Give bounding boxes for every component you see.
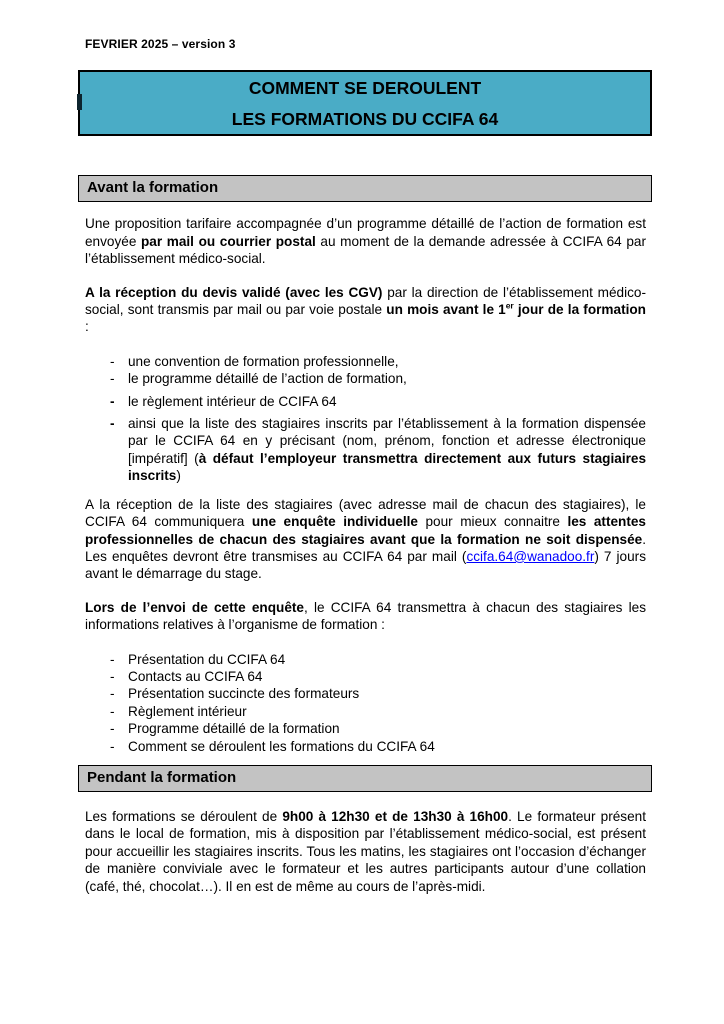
text-segment: jour de la formation <box>513 302 646 318</box>
paragraph-reception-devis <box>85 284 646 336</box>
bullet-list-informations-organisme <box>85 651 646 755</box>
email-link[interactable]: ccifa.64@wanadoo.fr <box>466 548 595 564</box>
list-item <box>85 353 646 370</box>
title-line-2: LES FORMATIONS DU CCIFA 64 <box>231 108 499 129</box>
text-segment: Présentation succincte des formateurs <box>128 686 360 702</box>
list-item <box>85 415 646 485</box>
list-item-text <box>128 370 646 387</box>
paragraph-reception-liste-stagiaires <box>85 496 646 583</box>
dash-bullet: - <box>110 651 115 667</box>
dash-bullet: - <box>110 371 115 387</box>
page-content <box>78 0 652 895</box>
list-item-text <box>128 393 646 410</box>
dash-bullet: - <box>110 721 115 737</box>
text-segment: au moment de la demande adressée à CCIFA 64 par l’établissement médico-social. <box>85 233 646 267</box>
text-segment: . Le formateur présent dans le local de formation, mis à disposition par l’établissement médico-social, est présent pour accueillir les stagiaires inscrits. Tous les matins, les stagiaires ont l’occasion d’échanger de manière conviviale avec le formateur et les autres participants autour d’une collation (café, thé, chocolat…). Il en est de même au cours de l’après-midi. <box>85 808 646 894</box>
list-item-text <box>128 685 646 702</box>
dash-bullet: - <box>110 738 115 754</box>
list-item-text <box>128 668 646 685</box>
text-segment: ainsi que la liste des stagiaires inscrits par l’établissement à la formation dispensée par le CCIFA 64 en y précisant (nom, prénom, fonction et adresse électronique [impératif] ( <box>128 416 646 466</box>
paragraph-envoi-enquete <box>85 599 646 634</box>
text-segment: le règlement intérieur de CCIFA 64 <box>128 393 337 409</box>
text-segment: une enquête individuelle <box>251 514 418 530</box>
dash-bullet: - <box>110 393 115 409</box>
ink-mark <box>77 94 82 110</box>
list-item <box>85 685 646 702</box>
list-item-text <box>128 651 646 668</box>
version-label: FEVRIER 2025 – version 3 <box>85 37 236 51</box>
text-segment: , le CCIFA 64 transmettra à chacun des stagiaires les informations relatives à l’organisme de formation : <box>85 599 646 633</box>
bullet-list-documents-transmis <box>85 353 646 485</box>
list-item <box>85 393 646 410</box>
text-segment: un mois avant le 1 <box>386 302 506 318</box>
text-segment: Règlement intérieur <box>128 703 247 719</box>
dash-bullet: - <box>110 668 115 684</box>
text-segment: . Les enquêtes devront être transmises au CCIFA 64 par mail ( <box>85 531 646 564</box>
text-segment: A la réception du devis validé (avec les CGV) <box>85 284 383 300</box>
dash-bullet: - <box>110 686 115 702</box>
document-title-banner <box>78 70 652 136</box>
list-item <box>85 668 646 685</box>
text-segment: le programme détaillé de l’action de formation, <box>128 371 407 387</box>
text-segment: Comment se déroulent les formations du CCIFA 64 <box>128 738 435 754</box>
text-segment: les attentes professionnelles de chacun des stagiaires avant que la formation ne soit dispensée <box>85 514 646 547</box>
text-segment: Une proposition tarifaire accompagnée d’un programme détaillé de l’action de formation est envoyée <box>85 216 646 249</box>
text-segment: Lors de l’envoi de cette enquête <box>85 599 304 615</box>
text-segment: ) <box>176 468 181 484</box>
text-segment: 9h00 à 12h30 et de 13h30 à 16h00 <box>282 808 509 824</box>
dash-bullet: - <box>110 703 115 719</box>
text-segment: Contacts au CCIFA 64 <box>128 668 263 684</box>
dash-bullet: - <box>110 353 115 369</box>
dash-bullet: - <box>110 416 115 432</box>
text-segment: ) 7 jours avant le démarrage du stage. <box>85 548 646 582</box>
section-heading-avant-la-formation: Avant la formation <box>78 175 652 202</box>
superscript: er <box>505 300 514 311</box>
text-segment: par mail ou courrier postal <box>141 233 316 249</box>
list-item-text <box>128 738 646 755</box>
list-item-text <box>128 703 646 720</box>
text-segment: A la réception de la liste des stagiaires (avec adresse mail de chacun des stagiaires), le CCIFA 64 communiquera <box>85 496 646 530</box>
list-item <box>85 703 646 720</box>
list-item <box>85 738 646 755</box>
section-heading-pendant-la-formation: Pendant la formation <box>78 765 652 792</box>
text-segment: Les formations se déroulent de <box>85 808 283 824</box>
text-segment: : <box>85 319 89 335</box>
paragraph-deroulement-horaires <box>85 808 646 895</box>
list-item-text <box>128 720 646 737</box>
list-item-text <box>128 353 646 370</box>
paragraph-proposition-tarifaire <box>85 215 646 267</box>
text-segment: par la direction de l’établissement médico-social, sont transmis par mail ou par voie postale <box>85 284 646 318</box>
title-line-1: COMMENT SE DEROULENT <box>248 77 482 98</box>
list-item <box>85 720 646 737</box>
text-segment: à défaut l’employeur transmettra directement aux futurs stagiaires inscrits <box>128 450 647 484</box>
text-segment: Programme détaillé de la formation <box>128 721 340 737</box>
text-segment: une convention de formation professionnelle, <box>128 353 399 369</box>
text-segment: pour mieux connaitre <box>417 514 568 530</box>
list-item-text <box>128 415 646 485</box>
list-item <box>85 370 646 387</box>
list-item <box>85 651 646 668</box>
text-segment: Présentation du CCIFA 64 <box>128 651 286 667</box>
